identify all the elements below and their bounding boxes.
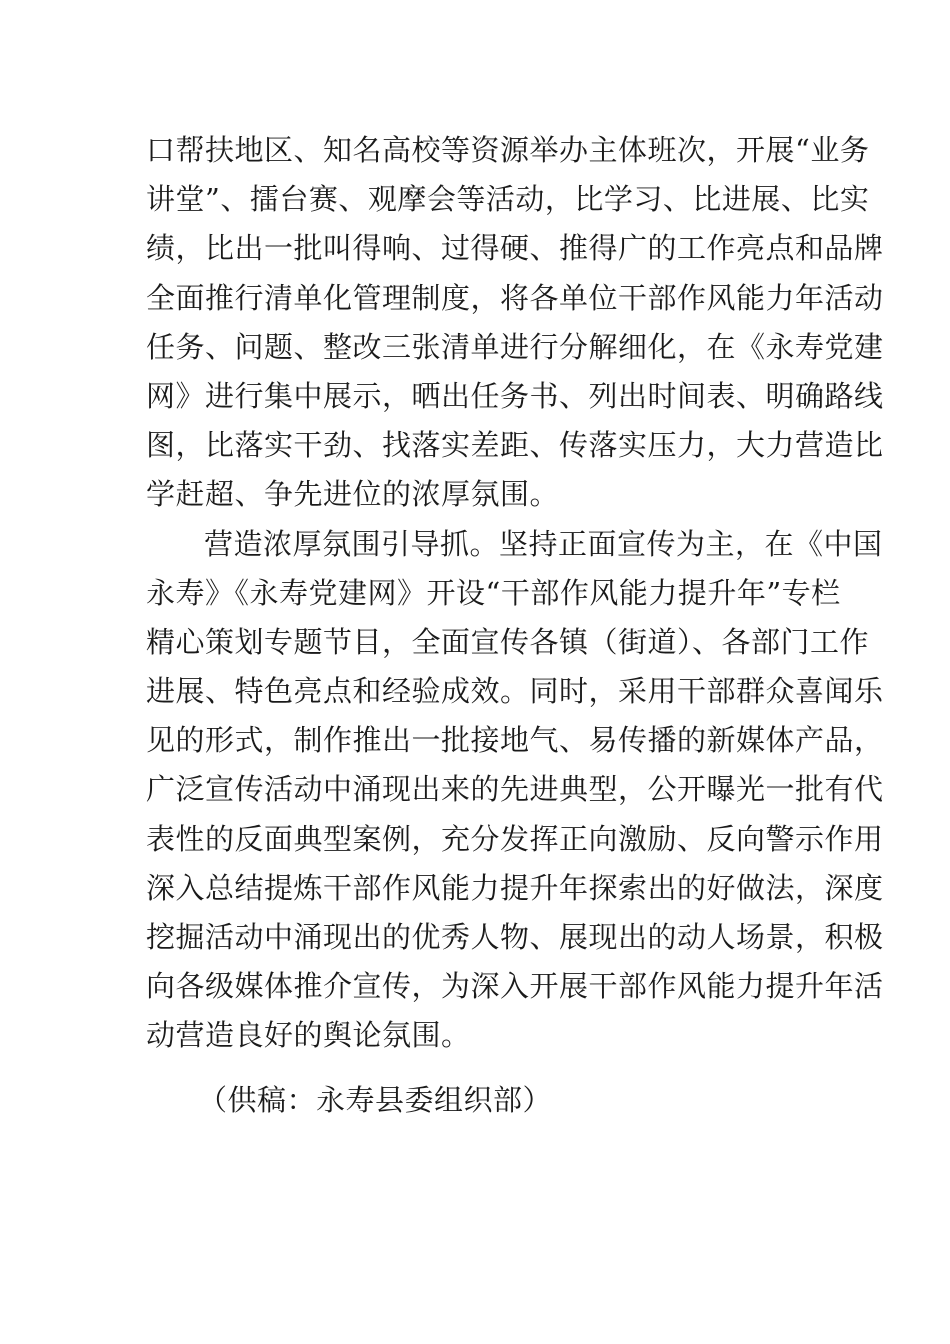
paragraph-2 (146, 520, 884, 1061)
text-line: 深入总结提炼干部作风能力提升年探索出的好做法，深度 (146, 870, 884, 905)
paragraph-1 (146, 126, 884, 520)
text-line: 永寿》《永寿党建网》开设“干部作风能力提升年”专栏 (146, 575, 841, 610)
text-line: 见的形式，制作推出一批接地气、易传播的新媒体产品， (146, 723, 884, 758)
text-line: 表性的反面典型案例，充分发挥正向激励、反向警示作用 (146, 821, 884, 856)
text-line: 营造浓厚氛围引导抓。坚持正面宣传为主，在《中国 (204, 526, 883, 561)
text-line: 精心策划专题节目，全面宣传各镇（街道）、各部门工作 (146, 624, 870, 659)
text-line: 图，比落实干劲、找落实差距、传落实压力，大力营造比 (146, 428, 884, 463)
document-body (146, 126, 884, 1061)
text-line: 全面推行清单化管理制度，将各单位干部作风能力年活动 (146, 280, 884, 315)
text-line: 讲堂”、擂台赛、观摩会等活动，比学习、比进展、比实 (146, 182, 870, 217)
text-line: 向各级媒体推介宣传，为深入开展干部作风能力提升年活 (146, 969, 884, 1004)
source-credit: （供稿：永寿县委组织部） (198, 1083, 553, 1117)
text-line: 任务、问题、整改三张清单进行分解细化，在《永寿党建 (146, 329, 884, 364)
text-line: 口帮扶地区、知名高校等资源举办主体班次，开展“业务 (146, 133, 870, 167)
text-line: 广泛宣传活动中涌现出来的先进典型，公开曝光一批有代 (146, 772, 884, 807)
text-line: 挖掘活动中涌现出的优秀人物、展现出的动人场景，积极 (146, 920, 884, 954)
text-line: 学赶超、争先进位的浓厚氛围。 (146, 477, 560, 512)
text-line: 动营造良好的舆论氛围。 (146, 1018, 471, 1053)
text-line: 网》进行集中展示，晒出任务书、列出时间表、明确路线 (146, 378, 884, 413)
text-line: 绩，比出一批叫得响、过得硬、推得广的工作亮点和品牌 (146, 231, 884, 266)
text-line: 进展、特色亮点和经验成效。同时，采用干部群众喜闻乐 (146, 674, 884, 709)
